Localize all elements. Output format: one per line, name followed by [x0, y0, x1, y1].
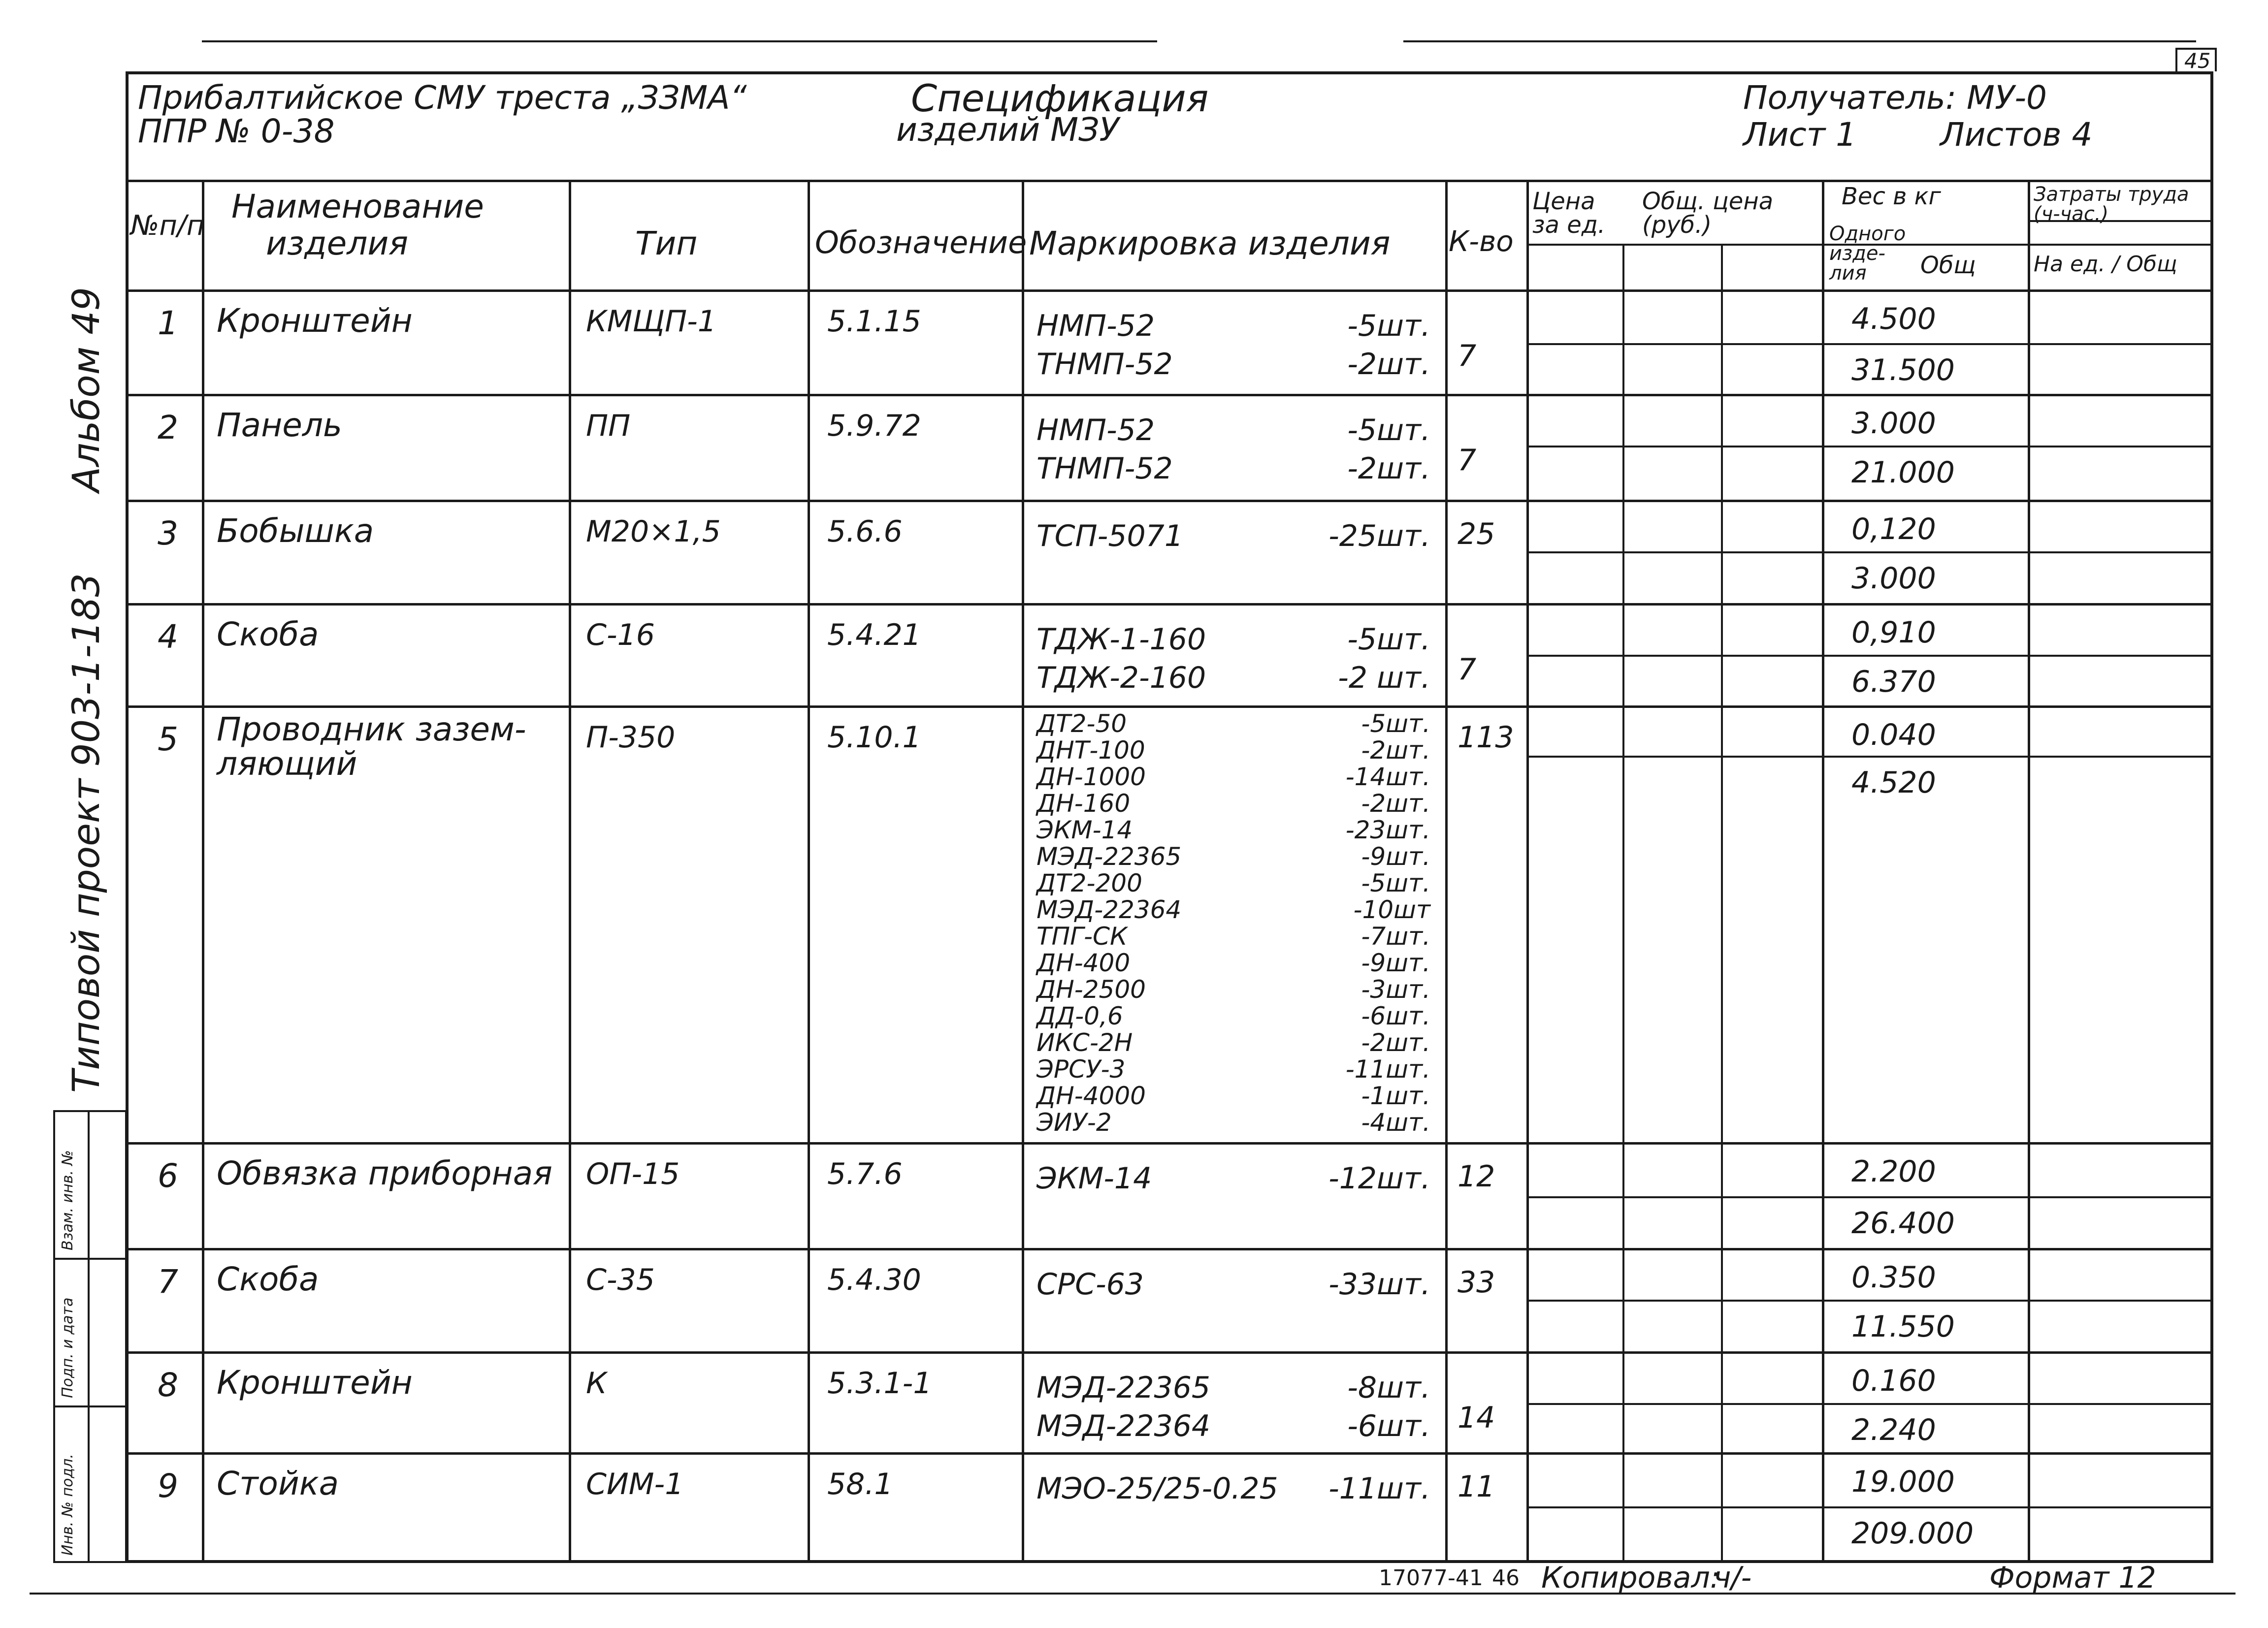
marking-code: ТСП-5071: [1037, 519, 1184, 553]
weight-total: 2.240: [1851, 1413, 1936, 1447]
marking-entry: [1037, 843, 1430, 870]
sheet-number: Лист 1: [1743, 116, 1857, 154]
marking-count: -2 шт.: [1338, 661, 1430, 695]
item-name-line1: Проводник зазем-: [217, 710, 526, 748]
marking-entry: [1037, 870, 1430, 896]
col-header-marking: Маркировка изделия: [1029, 224, 1391, 262]
marking-entry: [1037, 1109, 1430, 1136]
item-designation: 5.7.6: [827, 1157, 903, 1191]
marking-code: ДН-4000: [1037, 1082, 1146, 1110]
marking-count: -2шт.: [1347, 451, 1430, 486]
row-number: 6: [158, 1157, 178, 1195]
col-header-name-1: Наименование: [231, 188, 484, 225]
marking-code: ЭКМ-14: [1037, 1161, 1152, 1196]
footer-code: 17077-41: [1379, 1565, 1483, 1591]
item-type: С-16: [586, 618, 655, 652]
marking-entry: [1037, 1265, 1430, 1304]
item-quantity: 7: [1458, 652, 1477, 687]
footer-signature: ч/-: [1714, 1561, 1752, 1595]
page-number-box: [2175, 48, 2217, 71]
marking-code: ДН-400: [1037, 949, 1131, 977]
item-designation: 5.1.15: [827, 304, 921, 339]
item-name: Обвязка приборная: [217, 1154, 552, 1192]
marking-code: ДН-160: [1037, 789, 1131, 818]
row-number: 1: [158, 304, 178, 342]
marking-entry: [1037, 710, 1430, 737]
item-name-line2: ляющий: [217, 745, 357, 783]
marking-code: МЭД-22365: [1037, 842, 1182, 871]
weight-total: 209.000: [1851, 1516, 1974, 1551]
marking-entry: [1037, 1407, 1430, 1445]
marking-code: ДН-2500: [1037, 975, 1146, 1004]
marking-code: ДТ2-200: [1037, 869, 1142, 897]
footer-format: Формат 12: [1989, 1561, 2156, 1595]
weight-total: 11.550: [1851, 1309, 1955, 1344]
item-designation: 5.3.1-1: [827, 1366, 932, 1401]
weight-one: 19.000: [1851, 1465, 1955, 1499]
stamp-label-2: Подп. и дата: [59, 1297, 76, 1398]
item-name: Панель: [217, 406, 342, 444]
item-quantity: 12: [1458, 1159, 1495, 1194]
item-quantity: 7: [1458, 443, 1477, 478]
marking-entry: [1037, 659, 1430, 697]
weight-total: 26.400: [1851, 1206, 1955, 1241]
stamp-label-1: Взам. инв. №: [59, 1150, 76, 1250]
marking-count: -14шт.: [1345, 763, 1430, 791]
marking-entry: [1037, 764, 1430, 790]
item-type: СИМ-1: [586, 1467, 684, 1501]
item-designation: 5.10.1: [827, 720, 921, 755]
item-type: КМЩП-1: [586, 304, 716, 339]
org-name: Прибалтийское СМУ треста „ЗЗМА“: [138, 79, 747, 117]
marking-count: -4шт.: [1361, 1108, 1430, 1137]
marking-entry: [1037, 1003, 1430, 1029]
marking-entry: [1037, 790, 1430, 817]
item-type: С-35: [586, 1263, 655, 1297]
recipient: Получатель: МУ-0: [1743, 79, 2047, 117]
marking-count: -9шт.: [1361, 949, 1430, 977]
col-header-price-total: Общ. цена (руб.): [1642, 188, 1774, 239]
row-number: 3: [158, 514, 178, 552]
row-number: 7: [158, 1263, 178, 1301]
marking-list: [1037, 307, 1430, 383]
sheets-total: Листов 4: [1940, 116, 2093, 154]
marking-list: [1037, 1265, 1430, 1304]
row-number: 5: [158, 720, 178, 758]
marking-code: ТДЖ-2-160: [1037, 661, 1206, 695]
item-type: М20×1,5: [586, 514, 721, 549]
marking-code: ЭКМ-14: [1037, 816, 1133, 844]
row-number: 4: [158, 618, 178, 656]
item-name: Скоба: [217, 1260, 319, 1298]
marking-entry: [1037, 345, 1430, 383]
col-header-designation: Обозначение: [815, 224, 1027, 260]
marking-code: НМП-52: [1037, 413, 1155, 447]
marking-code: СРС-63: [1037, 1267, 1144, 1302]
marking-list: [1037, 517, 1430, 555]
marking-count: -5шт.: [1347, 413, 1430, 447]
item-designation: 58.1: [827, 1467, 893, 1501]
weight-total: 4.520: [1851, 766, 1936, 800]
weight-one: 0.040: [1851, 718, 1936, 752]
footer-page: 46: [1492, 1565, 1520, 1591]
marking-list: [1037, 1469, 1430, 1508]
marking-entry: [1037, 517, 1430, 555]
weight-one: 0,120: [1851, 512, 1936, 546]
weight-total: 6.370: [1851, 665, 1936, 699]
doc-subtitle: изделий МЗУ: [896, 111, 1119, 149]
item-designation: 5.6.6: [827, 514, 903, 549]
marking-code: ДНТ-100: [1037, 736, 1145, 765]
marking-entry: [1037, 923, 1430, 950]
marking-entry: [1037, 1029, 1430, 1056]
item-name: Кронштейн: [217, 1364, 413, 1402]
weight-one: 0.350: [1851, 1260, 1936, 1295]
col-header-weight-total: Общ: [1920, 252, 1976, 279]
footer-copied: Копировал:: [1541, 1561, 1720, 1595]
marking-code: ТПГ-СК: [1037, 922, 1128, 951]
marking-count: -25шт.: [1328, 519, 1430, 553]
col-header-costs-sub: На ед. / Общ: [2034, 252, 2177, 277]
col-header-price-unit: Цена за ед.: [1532, 188, 1606, 239]
item-quantity: 33: [1458, 1265, 1495, 1300]
marking-entry: [1037, 976, 1430, 1003]
item-quantity: 11: [1458, 1469, 1495, 1504]
item-quantity: 25: [1458, 517, 1495, 551]
marking-code: ДД-0,6: [1037, 1002, 1123, 1030]
col-header-num: №п/п: [130, 210, 205, 242]
item-designation: 5.9.72: [827, 409, 921, 443]
marking-count: -6шт.: [1347, 1409, 1430, 1443]
row-number: 9: [158, 1467, 178, 1505]
item-type: ПП: [586, 409, 631, 443]
doc-title: Спецификация: [911, 76, 1209, 120]
item-type: ОП-15: [586, 1157, 680, 1191]
marking-list: [1037, 1369, 1430, 1445]
page-number: 45: [2184, 49, 2211, 73]
col-header-costs: Затраты труда (ч-час.): [2034, 183, 2189, 225]
item-name: Стойка: [217, 1465, 339, 1502]
marking-count: -8шт.: [1347, 1371, 1430, 1405]
weight-one: 2.200: [1851, 1154, 1936, 1189]
marking-entry: [1037, 1083, 1430, 1109]
marking-count: -2шт.: [1361, 1028, 1430, 1057]
marking-code: ТНМП-52: [1037, 347, 1173, 382]
marking-count: -2шт.: [1361, 736, 1430, 765]
item-designation: 5.4.30: [827, 1263, 921, 1297]
item-quantity: 113: [1458, 720, 1514, 755]
item-name: Бобышка: [217, 512, 374, 550]
marking-code: МЭО-25/25-0.25: [1037, 1471, 1278, 1506]
col-header-weight: Вес в кг: [1842, 183, 1941, 210]
weight-one: 4.500: [1851, 302, 1936, 336]
marking-entry: [1037, 817, 1430, 843]
marking-entry: [1037, 307, 1430, 345]
marking-list: [1037, 710, 1430, 1136]
album-label: Альбом 49: [64, 287, 108, 492]
weight-one: 3.000: [1851, 406, 1936, 441]
marking-entry: [1037, 1469, 1430, 1508]
stamp-label-3: Инв. № подл.: [59, 1454, 76, 1556]
marking-list: [1037, 1159, 1430, 1198]
marking-count: -33шт.: [1328, 1267, 1430, 1302]
marking-entry: [1037, 1369, 1430, 1407]
marking-entry: [1037, 449, 1430, 488]
marking-list: [1037, 411, 1430, 488]
marking-code: НМП-52: [1037, 309, 1155, 343]
item-type: П-350: [586, 720, 676, 755]
marking-count: -2шт.: [1347, 347, 1430, 382]
col-header-weight-one: Одного изде-лия: [1829, 223, 1906, 285]
marking-count: -5шт.: [1347, 309, 1430, 343]
marking-code: МЭД-22364: [1037, 1409, 1211, 1443]
item-name: Кронштейн: [217, 302, 413, 340]
marking-count: -11шт.: [1328, 1471, 1430, 1506]
marking-entry: [1037, 620, 1430, 659]
marking-count: -2шт.: [1361, 789, 1430, 818]
marking-count: -9шт.: [1361, 842, 1430, 871]
marking-count: -11шт.: [1345, 1055, 1430, 1084]
item-designation: 5.4.21: [827, 618, 921, 652]
marking-count: -6шт.: [1361, 1002, 1430, 1030]
marking-count: -7шт.: [1361, 922, 1430, 951]
marking-entry: [1037, 1159, 1430, 1198]
marking-count: -23шт.: [1345, 816, 1430, 844]
col-header-type: Тип: [635, 224, 698, 262]
marking-list: [1037, 620, 1430, 697]
weight-total: 31.500: [1851, 353, 1955, 387]
marking-count: -10шт: [1353, 895, 1430, 924]
weight-one: 0,910: [1851, 615, 1936, 650]
marking-count: -5шт.: [1361, 869, 1430, 897]
marking-count: -5шт.: [1347, 622, 1430, 657]
weight-one: 0.160: [1851, 1364, 1936, 1398]
row-number: 2: [158, 409, 178, 447]
marking-code: ТНМП-52: [1037, 451, 1173, 486]
weight-total: 3.000: [1851, 561, 1936, 596]
item-type: К: [586, 1366, 607, 1401]
marking-count: -1шт.: [1361, 1082, 1430, 1110]
marking-code: ИКС-2Н: [1037, 1028, 1133, 1057]
marking-code: МЭД-22365: [1037, 1371, 1211, 1405]
row-number: 8: [158, 1366, 178, 1404]
project-label: Типовой проект 903-1-183: [64, 573, 108, 1093]
weight-total: 21.000: [1851, 455, 1955, 490]
marking-code: ЭИУ-2: [1037, 1108, 1112, 1137]
marking-entry: [1037, 950, 1430, 976]
item-quantity: 7: [1458, 339, 1477, 373]
marking-count: -5шт.: [1361, 709, 1430, 738]
marking-count: -3шт.: [1361, 975, 1430, 1004]
marking-code: ЭРСУ-3: [1037, 1055, 1126, 1084]
item-name: Скоба: [217, 615, 319, 653]
col-header-qty: К-во: [1449, 224, 1514, 258]
marking-entry: [1037, 737, 1430, 764]
marking-code: МЭД-22364: [1037, 895, 1182, 924]
item-quantity: 14: [1458, 1401, 1495, 1435]
marking-code: ТДЖ-1-160: [1037, 622, 1206, 657]
marking-entry: [1037, 411, 1430, 449]
ppr-number: ППР № 0-38: [138, 112, 335, 150]
marking-count: -12шт.: [1328, 1161, 1430, 1196]
marking-code: ДТ2-50: [1037, 709, 1127, 738]
marking-entry: [1037, 896, 1430, 923]
marking-code: ДН-1000: [1037, 763, 1146, 791]
col-header-name-2: изделия: [266, 224, 409, 262]
marking-entry: [1037, 1056, 1430, 1083]
